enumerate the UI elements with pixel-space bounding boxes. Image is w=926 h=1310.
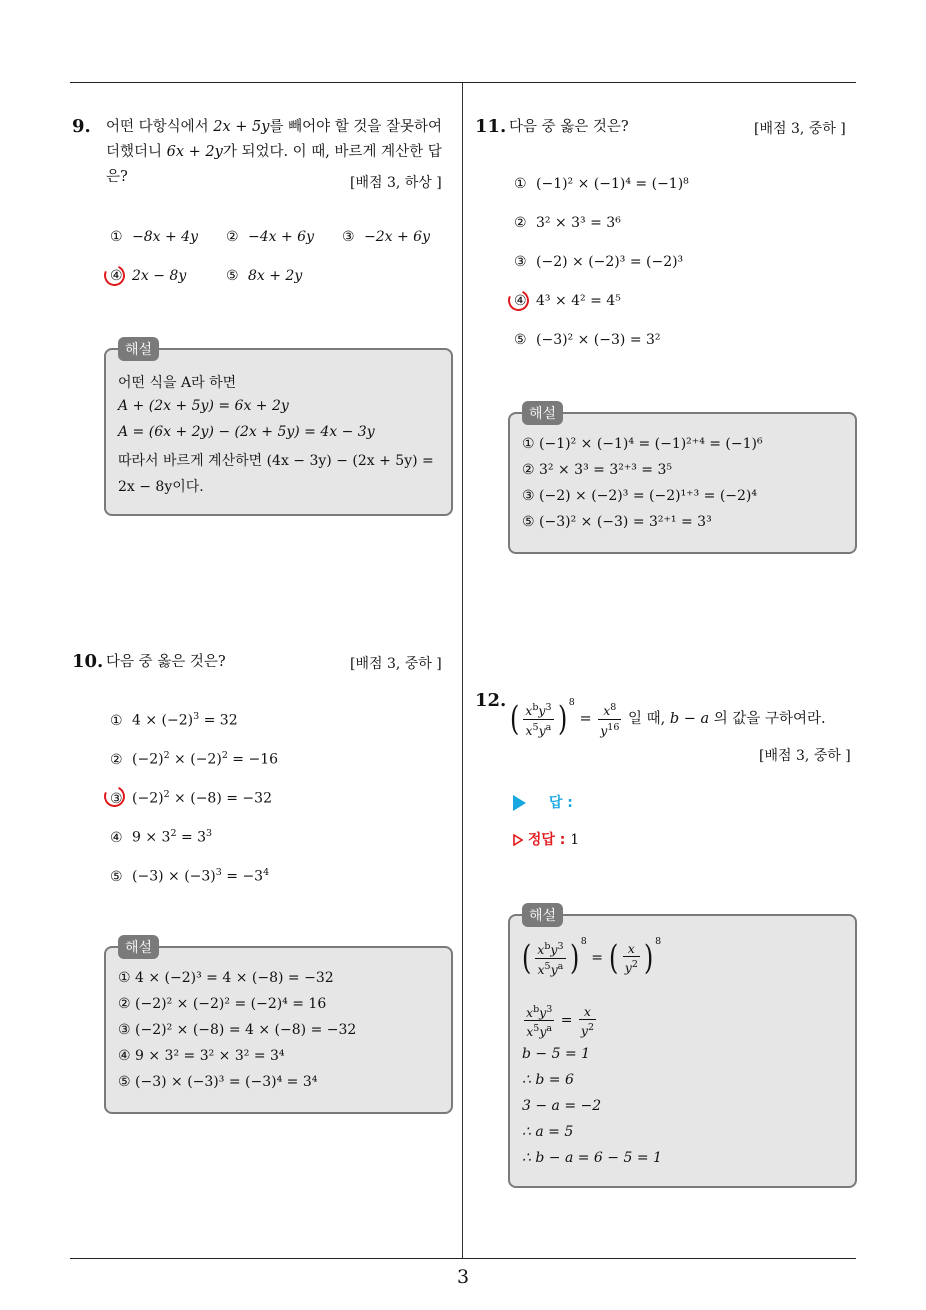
solution-line: b − 5 = 1	[522, 1046, 591, 1062]
solution-line: ③ (−2)² × (−8) = 4 × (−8) = −32	[118, 1022, 357, 1038]
solution-tab: 해설	[522, 401, 563, 425]
question-text: 어떤 다항식에서 2x + 5y를 빼어야 할 것을 잘못하여 더했더니 6x + 2y가 되었다. 이 때, 바르게 계산한 답 은?	[106, 119, 442, 185]
solution-line: ② 3² × 3³ = 3²⁺³ = 3⁵	[522, 462, 672, 478]
option-4[interactable]: ④ 4³ × 4² = 4⁵	[514, 293, 621, 309]
option-2[interactable]: ② $(-2)^2 \times (-2)^2 = -16$	[110, 750, 279, 768]
equation: ( $\frac{x^by^3}{x^5y^a}$ ) $^8$ = $\frac{x^8}{y^{16}}$	[509, 697, 620, 739]
score-meta: [배점 3, 중하 ]	[759, 748, 851, 764]
question-text: 다음 중 옳은 것은?	[509, 119, 629, 135]
solution-tab: 해설	[118, 337, 159, 361]
column-divider	[462, 83, 463, 1258]
option-5[interactable]: ⑤ $(-3) \times (-3)^3 = -3^4$	[110, 867, 270, 885]
option-3[interactable]: ③ $(-2)^2 \times (-8) = -32$	[110, 789, 272, 807]
solution-tab: 해설	[118, 935, 159, 959]
question-number: 10.	[72, 651, 104, 672]
solution-box	[508, 412, 857, 554]
solution-line: ⑤ (−3) × (−3)³ = (−3)⁴ = 3⁴	[118, 1074, 318, 1090]
correct-answer-row: 정답 : 1	[513, 829, 579, 849]
question-text: ( $\frac{x^by^3}{x^5y^a}$ ) $^8$ = $\frac{x^8}{y^{16}}$ 일 때, b − a 의 값을 구하여라.	[509, 697, 826, 739]
question-number: 11.	[475, 116, 507, 137]
option-4[interactable]: ④ $9 \times 3^2 = 3^3$	[110, 828, 213, 846]
score-meta: [배점 3, 하상 ]	[350, 175, 442, 191]
solution-line: 어떤 식을 A라 하면	[118, 375, 237, 391]
solution-line: ① 4 × (−2)³ = 4 × (−8) = −32	[118, 970, 334, 986]
option-1[interactable]: ① −8x + 4y	[110, 229, 198, 245]
option-1[interactable]: ① $4 \times (-2)^3 = 32$	[110, 711, 238, 729]
answer-mark-circle	[101, 262, 128, 289]
solution-line: ∴ b = 6	[522, 1072, 574, 1088]
solution-line: ④ 9 × 3² = 3² × 3² = 3⁴	[118, 1048, 285, 1064]
option-5[interactable]: ⑤ (−3)² × (−3) = 3²	[514, 332, 661, 348]
solution-box	[104, 946, 453, 1114]
option-1[interactable]: ① (−1)² × (−1)⁴ = (−1)⁸	[514, 176, 689, 192]
solution-line: ① (−1)² × (−1)⁴ = (−1)²⁺⁴ = (−1)⁶	[522, 436, 763, 452]
solution-line: ⑤ (−3)² × (−3) = 3²⁺¹ = 3³	[522, 514, 712, 530]
solution-line: 3 − a = −2	[522, 1098, 602, 1114]
solution-line: A + (2x + 5y) = 6x + 2y	[118, 398, 289, 414]
solution-tab: 해설	[522, 903, 563, 927]
solution-box	[508, 914, 857, 1188]
option-3[interactable]: ③ (−2) × (−2)³ = (−2)³	[514, 254, 684, 270]
solution-line: ∴ a = 5	[522, 1124, 574, 1140]
answer-mark-circle	[505, 287, 532, 314]
solution-line: ② (−2)² × (−2)² = (−2)⁴ = 16	[118, 996, 327, 1012]
solution-line: A = (6x + 2y) − (2x + 5y) = 4x − 3y	[118, 424, 375, 440]
solution-line: ( $\frac{x^by^3}{x^5y^a}$ ) $^8$ = ( $\frac{x}{y^2}$ ) $^8$	[521, 936, 662, 978]
answer-row: 답 :	[513, 792, 573, 812]
option-5[interactable]: ⑤ 8x + 2y	[226, 268, 303, 284]
solution-line: ③ (−2) × (−2)³ = (−2)¹⁺³ = (−2)⁴	[522, 488, 757, 504]
correct-arrow-icon	[513, 834, 523, 846]
top-rule	[70, 82, 856, 83]
question-number: 12.	[475, 690, 507, 711]
page-number: 3	[456, 1266, 470, 1288]
solution-box	[104, 348, 453, 516]
question-text: 다음 중 옳은 것은?	[106, 654, 226, 670]
option-2[interactable]: ② 3² × 3³ = 3⁶	[514, 215, 621, 231]
solution-line: ∴ b − a = 6 − 5 = 1	[522, 1150, 662, 1166]
question-number: 9.	[72, 116, 91, 137]
option-2[interactable]: ② −4x + 6y	[226, 229, 314, 245]
answer-arrow-icon	[513, 795, 526, 811]
bottom-rule	[70, 1258, 856, 1259]
solution-line: 2x − 8y이다.	[118, 479, 204, 495]
score-meta: [배점 3, 중하 ]	[754, 121, 846, 137]
score-meta: [배점 3, 중하 ]	[350, 656, 442, 672]
solution-line: $\frac{x^by^3}{x^5y^a}$ = $\frac{x}{y^2}$	[526, 1003, 595, 1040]
solution-line: 따라서 바르게 계산하면 (4x − 3y) − (2x + 5y) =	[118, 453, 434, 469]
option-3[interactable]: ③ −2x + 6y	[342, 229, 430, 245]
option-4[interactable]: ④ 2x − 8y	[110, 268, 187, 284]
